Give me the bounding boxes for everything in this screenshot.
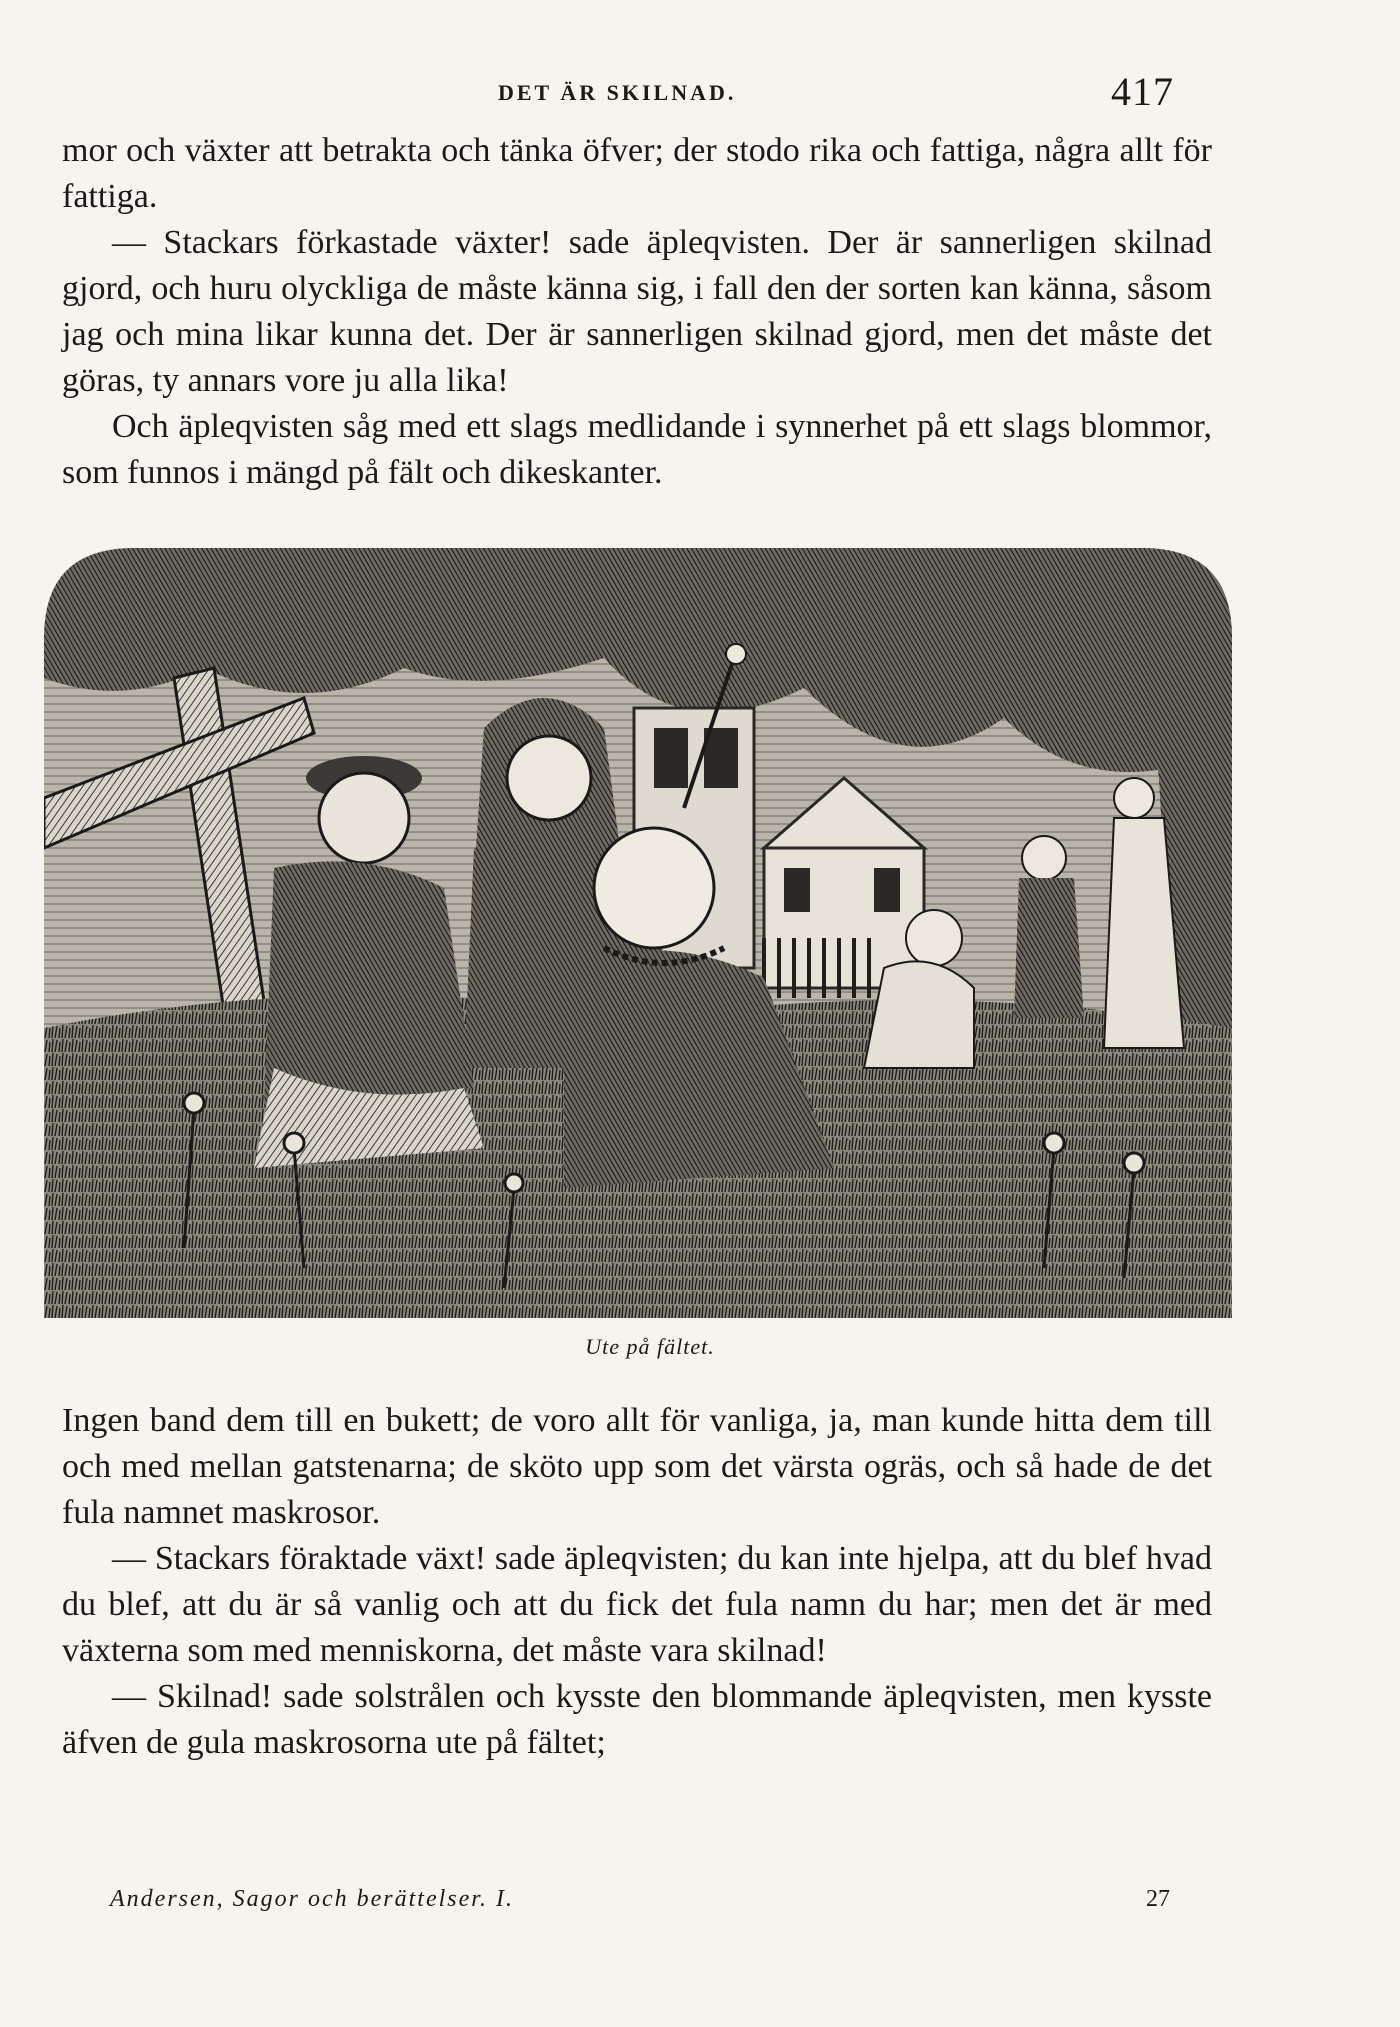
sheet-number: 27	[1146, 1886, 1170, 1912]
top-text-block	[62, 128, 1212, 496]
paragraph: Och äpleqvisten såg med ett slags medlidande i synnerhet på ett slags blommor, som funnos i mängd på fält och dikeskanter.	[62, 408, 1212, 491]
engraving-illustration	[44, 548, 1232, 1318]
paragraph: Ingen band dem till en bukett; de voro allt för vanliga, ja, man kunde hitta dem till och med mellan gatstenarna; de sköto upp som det värsta ogräs, och så hade de det fula namnet maskrosor.	[62, 1402, 1212, 1531]
running-head	[62, 68, 1174, 114]
page-number: 417	[1111, 69, 1174, 114]
running-title: DET ÄR SKILNAD.	[498, 80, 737, 105]
bottom-text-block	[62, 1398, 1212, 1766]
paragraph: — Stackars förkastade växter! sade äpleqvisten. Der är sannerligen skilnad gjord, och huru olyckliga de måste känna sig, i fall den der sorten kan känna, såsom jag och mina likar kunna det. Der är sannerligen skilnad gjord, men det måste det göras, ty annars vore ju alla lika!	[62, 224, 1212, 399]
caption-text: Ute på fältet.	[585, 1334, 715, 1359]
engraving-children-in-field	[44, 548, 1232, 1318]
illustration-caption	[0, 1334, 1400, 1360]
paragraph: — Stackars föraktade växt! sade äpleqvisten; du kan inte hjelpa, att du blef hvad du blef, att du är så vanlig och att du fick det fula namn du har; men det är med växterna som med menniskorna, det måste vara skilnad!	[62, 1540, 1212, 1669]
signature-mark: Andersen, Sagor och berättelser. I.	[110, 1886, 514, 1912]
page-footer	[110, 1886, 1170, 1922]
paragraph: — Skilnad! sade solstrålen och kysste den blommande äpleqvisten, men kysste äfven de gula maskrosorna ute på fältet;	[62, 1678, 1212, 1761]
paragraph: mor och växter att betrakta och tänka öfver; der stodo rika och fattiga, några allt för fattiga.	[62, 132, 1212, 215]
